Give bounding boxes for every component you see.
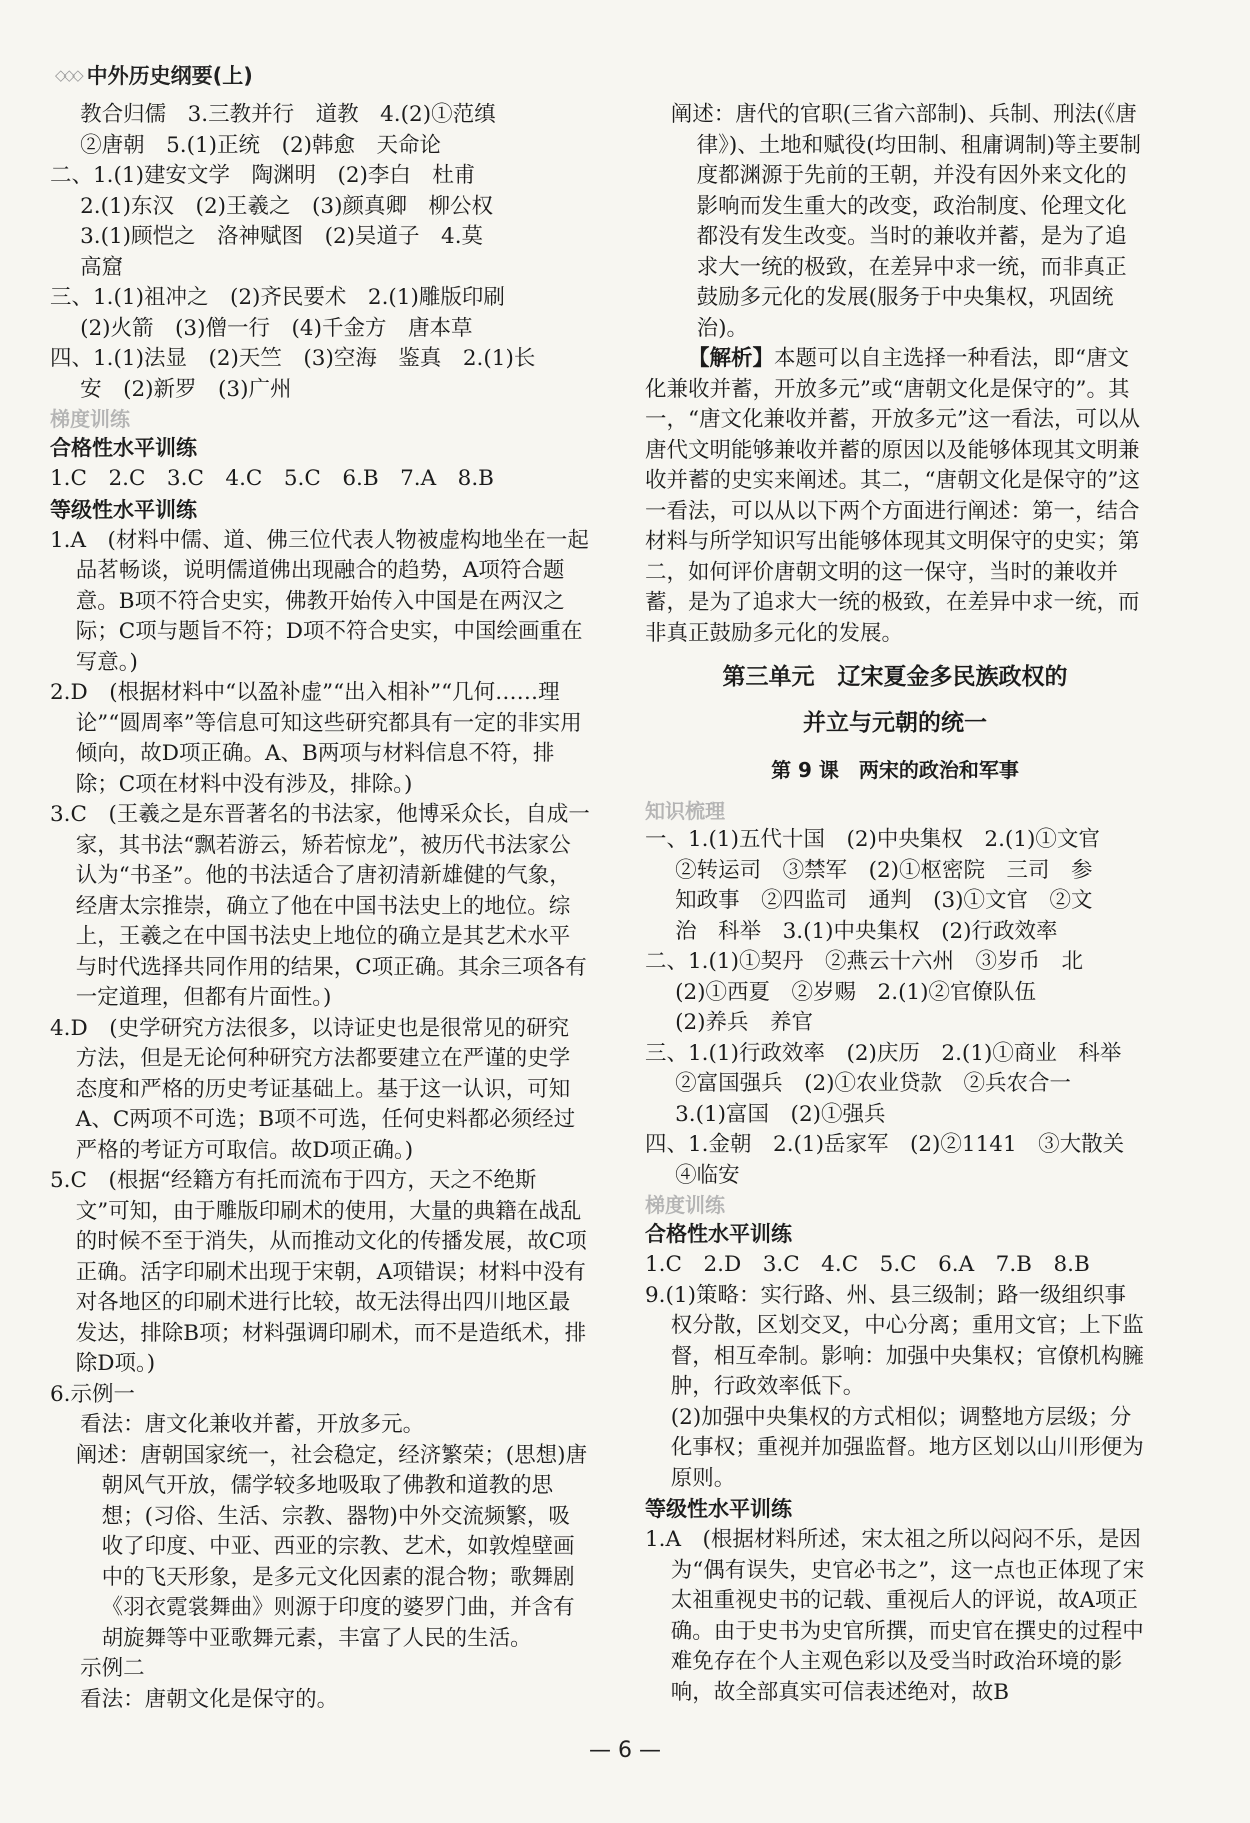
answer-line: (2)加强中央集权的方式相似；调整地方层级；分化事权；重视并加强监督。地方区划以山川形便为原则。 — [670, 1404, 1144, 1491]
lesson-title: 第 9 课 两宋的政治和军事 — [771, 758, 1019, 782]
answer-line: (2)①西夏 ②岁赐 2.(1)②官僚队伍 — [675, 979, 1037, 1005]
answer-line: (2)火箭 (3)僧一行 (4)千金方 唐本草 — [80, 315, 473, 341]
answer-line: ②转运司 ③禁军 (2)①枢密院 三司 参 — [675, 857, 1093, 883]
section-label: 梯度训练 — [645, 1193, 725, 1217]
sub-heading: 合格性水平训练 — [50, 436, 197, 460]
answer-line: 一、1.(1)五代十国 (2)中央集权 2.(1)①文官 — [645, 827, 1100, 852]
sub-heading: 等级性水平训练 — [645, 1497, 792, 1521]
header-dots-icon: ◇◇◇ — [55, 66, 81, 84]
answer-line: 3.(1)顾恺之 洛神赋图 (2)吴道子 4.莫 — [80, 224, 484, 249]
page-number: — 6 — — [589, 1738, 661, 1763]
answer-paragraph: 阐述：唐代的官职(三省六部制)、兵制、刑法(《唐律》)、土地和赋役(均田制、租庸调制)等主要制度都渊源于先前的王朝，并没有因外来文化的影响而发生重大的改变，政治制度、伦理文化都没有发生改变。当时的兼收并蓄，是为了追求大一统的极致，在差异中求一统，而非真正鼓励多元化的发展(服务于中央集权，巩固统治)。 — [670, 102, 1142, 341]
page-header — [55, 60, 253, 90]
answer-line: 看法：唐文化兼收并蓄，开放多元。 — [80, 1412, 425, 1437]
answer-line: 高窟 — [80, 254, 124, 280]
analysis-text: 本题可以自主选择一种看法，即“唐文化兼收并蓄，开放多元”或“唐朝文化是保守的”。其一，“唐文化兼收并蓄，开放多元”这一看法，可以从唐代文明能够兼收并蓄的原因以及能够体现其文明兼收并蓄的史实来阐述。其二，“唐朝文化是保守的”这一看法，可以从以下两个方面进行阐述：第一，结合材料与所学知识写出能够体现其文明保守的史实；第二，如何评价唐朝文明的这一保守，当时的兼收并蓄，是为了追求大一统的极致，在差异中求一统，而非真正鼓励多元化的发展。 — [645, 346, 1140, 646]
answer-line: 1.C 2.D 3.C 4.C 5.C 6.A 7.B 8.B — [645, 1252, 1090, 1277]
answer-line: 三、1.(1)祖冲之 (2)齐民要术 2.(1)雕版印刷 — [50, 285, 505, 310]
section-label: 梯度训练 — [50, 407, 130, 431]
answer-line: 6.示例一 — [50, 1381, 136, 1407]
answer-line: ④临安 — [675, 1162, 740, 1188]
answer-line: 1.C 2.C 3.C 4.C 5.C 6.B 7.A 8.B — [50, 466, 494, 491]
answer-paragraph: 阐述：唐朝国家统一，社会稳定，经济繁荣；(思想)唐朝风气开放，儒学较多地吸取了佛教和道教的思想；(习俗、生活、宗教、器物)中外交流频繁，吸收了印度、中亚、西亚的宗教、艺术，如敦煌壁画中的飞天形象，是多元文化因素的混合物；歌舞剧《羽衣霓裳舞曲》则源于印度的婆罗门曲，并含有胡旋舞等中亚歌舞元素，丰富了人民的生活。 — [75, 1442, 588, 1651]
answer-line: 教合归儒 3.三教并行 道教 4.(2)①范缜 — [80, 102, 496, 127]
answer-item: 5.C (根据“经籍方有托而流布于四方，天之不绝斯文”可知，由于雕版印刷术的使用，大量的典籍在战乱的时候不至于消失，从而推动文化的传播发展，故C项正确。活字印刷术出现于宋朝，A项错误；材料中没有对各地区的印刷术进行比较，故无法得出四川地区最发达，排除B项；材料强调印刷术，而不是造纸术，排除D项。) — [50, 1168, 587, 1376]
answer-line: 示例二 — [80, 1656, 145, 1681]
section-label: 知识梳理 — [645, 799, 725, 823]
answer-item: 2.D (根据材料中“以盈补虚”“出入相补”“几何……理论”“圆周率”等信息可知这些研究都具有一定的非实用倾向，故D项正确。A、B两项与材料信息不符，排除；C项在材料中没有涉及，排除。) — [50, 680, 582, 797]
answer-line: ②富国强兵 (2)①农业贷款 ②兵农合一 — [675, 1071, 1072, 1096]
answer-item: 9.(1)策略：实行路、州、县三级制；路一级组织事权分散，区划交叉，中心分离；重用文官；上下监督，相互牵制。影响：加强中央集权；官僚机构臃肿，行政效率低下。 — [645, 1282, 1144, 1399]
answer-line: 三、1.(1)行政效率 (2)庆历 2.(1)①商业 科举 — [645, 1040, 1122, 1066]
answer-item: 3.C (王羲之是东晋著名的书法家，他博采众长，自成一家，其书法“飘若游云，矫若惊龙”，被历代书法家公认为“书圣”。他的书法适合了唐初清新雄健的气象，经唐太宗推崇，确立了他在中国书法史上的地位。综上，王羲之在中国书法史上地位的确立是其艺术水平与时代选择共同作用的结果，C项正确。其余三项各有一定道理，但都有片面性。) — [50, 802, 590, 1010]
answer-line: ②唐朝 5.(1)正统 (2)韩愈 天命论 — [80, 132, 442, 158]
answer-item: 1.A (材料中儒、道、佛三位代表人物被虚构地坐在一起品茗畅谈，说明儒道佛出现融合的趋势，A项符合题意。B项不符合史实，佛教开始传入中国是在两汉之际；C项与题旨不符；D项不符合史实，中国绘画重在写意。) — [50, 527, 589, 675]
right-column — [645, 100, 1145, 1708]
answer-line: 安 (2)新罗 (3)广州 — [80, 376, 292, 402]
answer-item: 1.A (根据材料所述，宋太祖之所以闷闷不乐，是因为“偶有误失，史官必书之”，这一点也正体现了宋太祖重视史书的记载、重视后人的评说，故A项正确。由于史书为史官所撰，而史官在撰史的过程中难免存在个人主观色彩以及受当时政治环境的影响，故全部真实可信表述绝对，故B — [645, 1527, 1145, 1705]
answer-line: 治 科举 3.(1)中央集权 (2)行政效率 — [675, 918, 1058, 944]
answer-line: (2)养兵 养官 — [675, 1010, 814, 1035]
unit-title: 并立与元朝的统一 — [803, 710, 987, 736]
answer-line: 3.(1)富国 (2)①强兵 — [675, 1101, 886, 1127]
sub-heading: 合格性水平训练 — [645, 1222, 792, 1246]
unit-title: 第三单元 辽宋夏金多民族政权的 — [722, 664, 1068, 690]
analysis-tag: 【解析】 — [688, 346, 775, 371]
left-column — [50, 100, 590, 1715]
book-title: 中外历史纲要(上) — [86, 64, 253, 88]
answer-line: 知政事 ②四监司 通判 (3)①文官 ②文 — [675, 888, 1093, 913]
answer-line: 四、1.金朝 2.(1)岳家军 (2)②1141 ③大散关 — [645, 1132, 1125, 1157]
answer-line: 看法：唐朝文化是保守的。 — [80, 1686, 339, 1712]
answer-item: 4.D (史学研究方法很多，以诗证史也是很常见的研究方法，但是无论何种研究方法都要建立在严谨的史学态度和严格的历史考证基础上。基于这一认识，可知A、C两项不可选；B项不可选，任何史料都必须经过严格的考证方可取信。故D项正确。) — [50, 1015, 576, 1163]
answer-line: 2.(1)东汉 (2)王羲之 (3)颜真卿 柳公权 — [80, 193, 493, 219]
analysis-paragraph — [645, 344, 1145, 649]
answer-line: 二、1.(1)建安文学 陶渊明 (2)李白 杜甫 — [50, 163, 476, 188]
answer-line: 二、1.(1)①契丹 ②燕云十六州 ③岁币 北 — [645, 949, 1083, 974]
answer-line: 四、1.(1)法显 (2)天竺 (3)空海 鉴真 2.(1)长 — [50, 346, 536, 371]
sub-heading: 等级性水平训练 — [50, 497, 197, 522]
